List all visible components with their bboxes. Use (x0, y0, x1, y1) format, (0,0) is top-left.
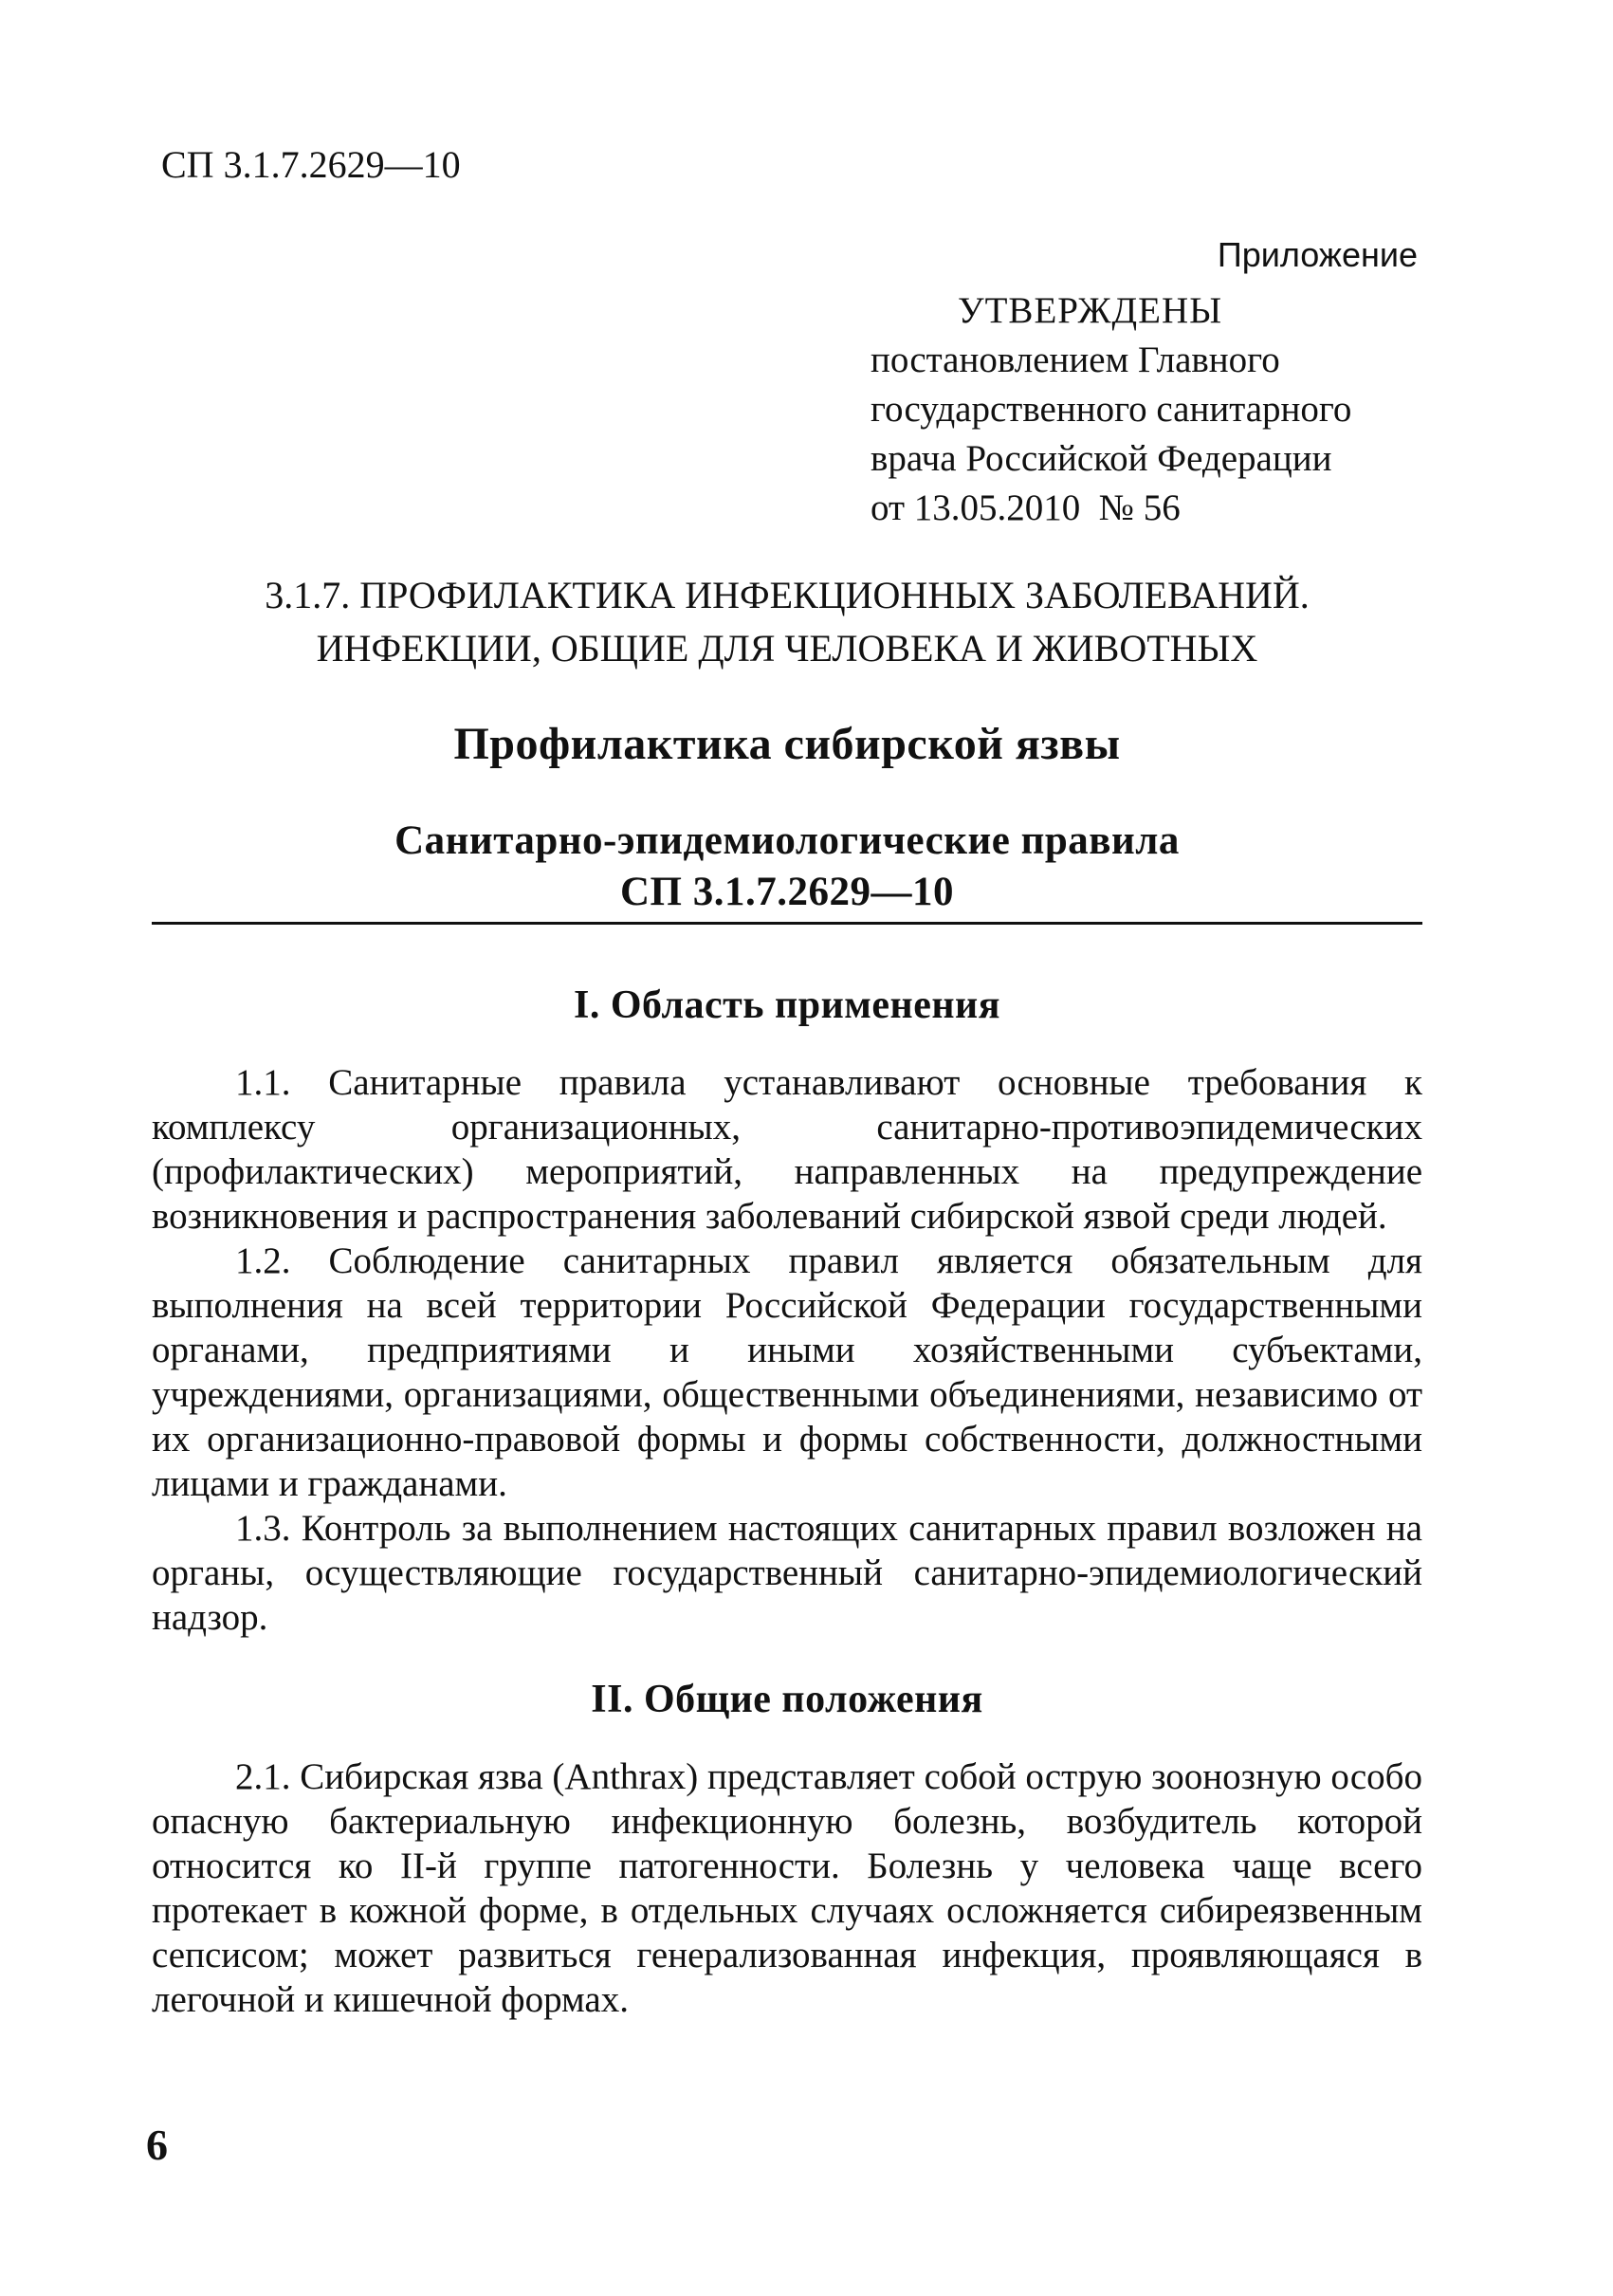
paragraph: 1.2. Соблюдение санитарных правил является обязательным для выполнения на всей территории Российской Федерации государственными органами, предприятиями и иными хозяйственными субъектами, учреждениями, организациями, общественными объединениями, независимо от их организационно-правовой формы и формы собственности, должностными лицами и гражданами. (152, 1240, 1422, 1504)
paragraph: 1.1. Санитарные правила устанавливают основные требования к комплексу организационных, санитарно-противоэпидемических (профилактических) мероприятий, направленных на предупреждение возникновения и распространения заболеваний сибирской язвой среди людей. (152, 1062, 1422, 1237)
section-body-general (152, 1754, 1422, 2022)
paragraph: 1.3. Контроль за выполнением настоящих санитарных правил возложен на органы, осуществляющие государственный санитарно-эпидемиологический надзор. (152, 1508, 1422, 1638)
section-heading-general: II. Общие положения (591, 1678, 983, 1721)
annex-label: Приложение (1217, 235, 1418, 274)
approved-title: УТВЕРЖДЕНЫ (958, 290, 1223, 331)
approval-line: постановлением Главного (871, 340, 1280, 380)
page-number: 6 (146, 2121, 168, 2169)
section-heading-scope: I. Область применения (574, 983, 1000, 1027)
approval-date-line: от 13.05.2010 № 56 (871, 487, 1181, 528)
classification-line-2: ИНФЕКЦИИ, ОБЩИЕ ДЛЯ ЧЕЛОВЕКА И ЖИВОТНЫХ (316, 627, 1258, 670)
classification-line-1: 3.1.7. ПРОФИЛАКТИКА ИНФЕКЦИОННЫХ ЗАБОЛЕВАНИЙ. (265, 574, 1310, 616)
document-code-header: СП 3.1.7.2629—10 (161, 143, 461, 186)
document-classification (152, 569, 1422, 675)
subtitle-line-2: СП 3.1.7.2629—10 (620, 870, 954, 914)
section-body-scope (152, 1060, 1422, 1640)
paragraph: 2.1. Сибирская язва (Anthrax) представляет собой острую зоонозную особо опасную бактериальную инфекционную болезнь, возбудитель которой относится ко II-й группе патогенности. Болезнь у человека чаще всего протекает в кожной форме, в отдельных случаях осложняется сибиреязвенным сепсисом; может развиться генерализованная инфекция, проявляющаяся в легочной и кишечной формах. (152, 1756, 1422, 2020)
subtitle-line-1: Санитарно-эпидемиологические правила (394, 818, 1180, 863)
document-subtitle (152, 816, 1422, 918)
approval-line: врача Российской Федерации (871, 438, 1332, 479)
approval-block (871, 286, 1351, 533)
approval-line: государственного санитарного (871, 389, 1352, 430)
title-divider (152, 922, 1422, 925)
document-title: Профилактика сибирской язвы (453, 719, 1121, 769)
